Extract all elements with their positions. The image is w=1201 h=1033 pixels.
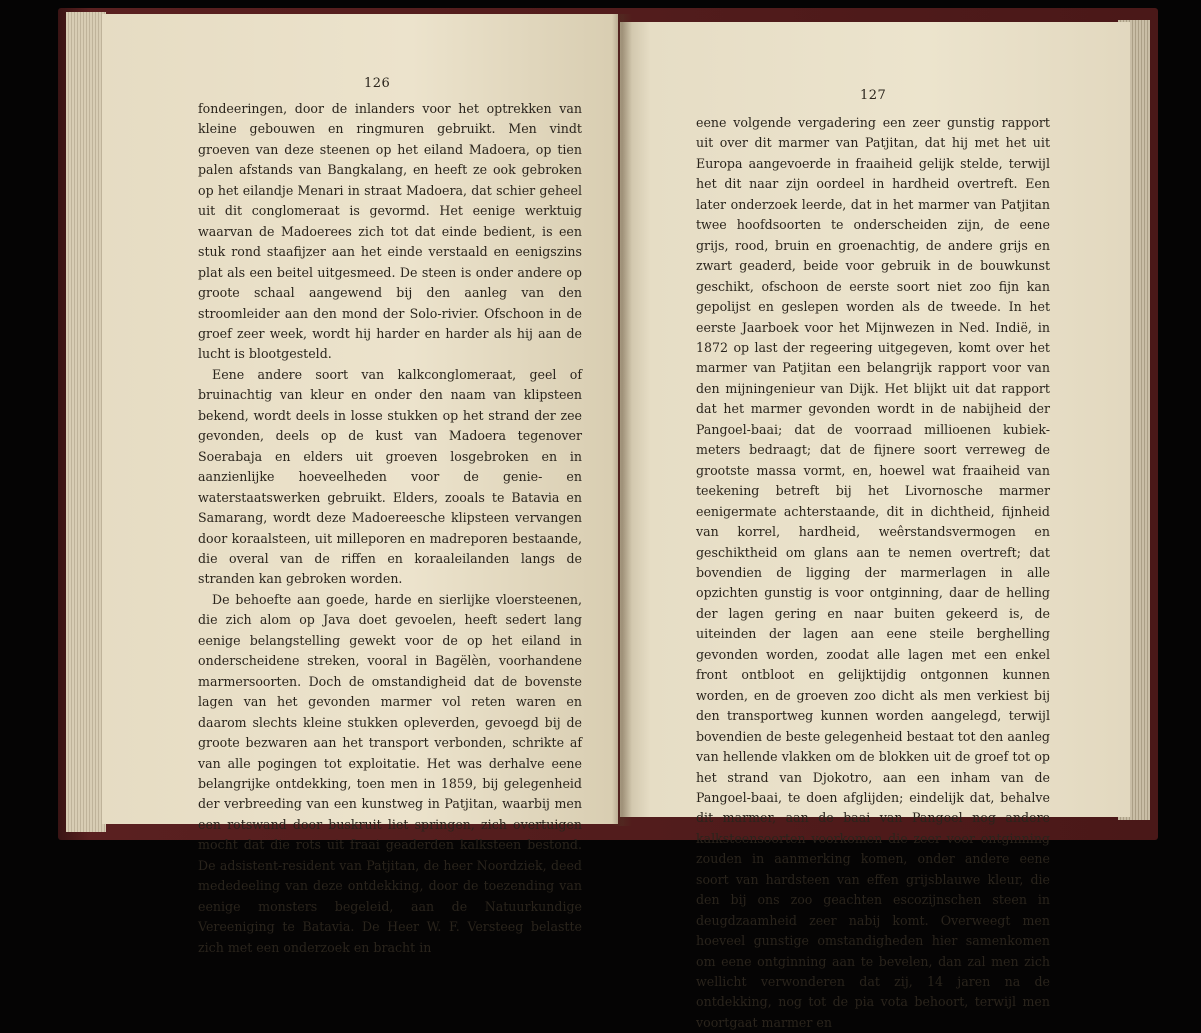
right-page [620, 22, 1130, 1030]
page-number-left: 126 [364, 76, 391, 91]
paragraph: Eene andere soort van kalkconglomeraat, geel of bruinachtig van kleur en onder den naam van klipsteen bekend, wordt deels in losse stukken op het strand der zee gevonden, deels op de kust van Madoera tegenover Soerabaja en elders uit groeven losgebroken en in aanzienlijke hoeveelheden voor de genie- en waterstaatswerken gebruikt. Elders, zooals te Batavia en Samarang, wordt deze Madoereesche klipsteen vervangen door koraalsteen, uit milleporen en madreporen bestaande, die overal van de riffen en koraaleilanden langs de stranden kan gebroken worden. [198, 366, 582, 587]
paragraph: eene volgende vergadering een zeer gunstig rapport uit over dit marmer van Patjitan, dat hij met het uit Europa aangevoerde in fraaiheid gelijk stelde, terwijl het dit naar zijn oordeel in hardheid overtreft. Een later onderzoek leerde, dat in het marmer van Patjitan twee hoofdsoorten te onderscheiden zijn, de eene grijs, rood, bruin en groenachtig, de andere grijs en zwart geaderd, beide voor gebruik in de bouwkunst geschikt, ofschoon de eerste soort niet zoo fijn kan gepolijst en geslepen worden als de tweede. In het eerste Jaarboek voor het Mijnwezen in Ned. Indië, in 1872 op last der regeering uitgegeven, komt over het marmer van Patjitan een belangrijk rapport voor van den mijningenieur van Dijk. Het blijkt uit dat rapport dat het marmer gevonden wordt in de nabijheid der Pangoel-baai; dat de voorraad millioenen kubiek-meters bedraagt; dat de fijnere soort verreweg de grootste massa vormt, en, hoewel wat fraaiheid van teekening betreft bij het Livornosche marmer eenigermate achterstaande, dit in dichtheid, fijnheid van korrel, hardheid, weêrstandsvermogen en geschiktheid om glans aan te nemen overtreft; dat bovendien de ligging der marmerlagen in alle opzichten gunstig is voor ontginning, daar de helling der lagen gering en naar buiten gekeerd is, de uiteinden der lagen aan eene steile berghelling gevonden worden, zoodat alle lagen met een enkel front ontbloot en gelijktijdig ontgonnen kunnen worden, en de groeven zoo dicht als men verkiest bij den transportweg kunnen worden aangelegd, terwijl bovendien de beste gelegenheid bestaat tot den aanleg van hellende vlakken om de blokken uit de groef tot op het strand van Djokotro, aan een inham van de Pangoel-baai, te doen afglijden; eindelijk dat, behalve dit marmer, aan de baai van Pangoel nog andere kalksteensoorten voorkomen die zeer voor ontginning zouden in aanmerking komen, onder andere eene soort van hardsteen van effen grijsblauwe kleur, die den bij ons zoo geachten escozijnschen steen in deugdzaamheid zeer nabij komt. Overweegt men hoeveel gunstige omstandigheden hier samenkomen om eene ontginning aan te bevelen, dan zal men zich wellicht verwonderen dat zij, 14 jaren na de ontdekking, nog tot de pia vota behoort, terwijl men voortgaat marmer en [696, 115, 1050, 1030]
page-edges-left [66, 12, 106, 832]
book-gutter [612, 14, 632, 826]
left-page [102, 14, 618, 955]
paragraph: De behoefte aan goede, harde en sierlijke vloersteenen, die zich alom op Java doet gevoelen, heeft sedert lang eenige belangstelling gewekt voor de op het eiland in onderscheidene streken, vooral in Bagëlèn, voorhandene marmersoorten. Doch de omstandigheid dat de bovenste lagen van het gevonden marmer vol reten waren en daarom slechts kleine stukken opleverden, gevoegd bij de groote bezwaren aan het transport verbonden, schrikte af van alle pogingen tot exploitatie. Het was derhalve eene belangrijke ontdekking, toen men in 1859, bij gelegenheid der verbreeding van een kunstweg in Patjitan, waarbij men een rotswand door buskruit liet springen, zich overtuigen mocht dat die rots uit fraai geaderden kalksteen bestond. De adsistent-resident van Patjitan, de heer Noordziek, deed mededeeling van deze ontdekking, door de toezending van eenige monsters begeleid, aan de Natuurkundige Vereeniging te Batavia. De Heer W. F. Versteeg belastte zich met een onderzoek en bracht in [198, 591, 582, 955]
right-page-text [696, 113, 1050, 1033]
paragraph: fondeeringen, door de inlanders voor het optrekken van kleine gebouwen en ringmuren gebruikt. Men vindt groeven van deze steenen op het eiland Madoera, op tien palen afstands van Bangkalang, en heeft ze ook gebroken op het eilandje Menari in straat Madoera, dat schier geheel uit dit conglomeraat is gevormd. Het eenige werktuig waarvan de Madoerees zich tot dat einde bedient, is een stuk rond staafijzer aan het einde verstaald en eenigszins plat als een beitel uitgesmeed. De steen is onder andere op groote schaal aangewend bij den aanleg van den stroomleider aan den mond der Solo-rivier. Ofschoon in de groef zeer week, wordt hij harder en harder als hij aan de lucht is blootgesteld. [198, 101, 582, 362]
page-number-right: 127 [860, 88, 887, 103]
left-page-text [198, 99, 582, 958]
